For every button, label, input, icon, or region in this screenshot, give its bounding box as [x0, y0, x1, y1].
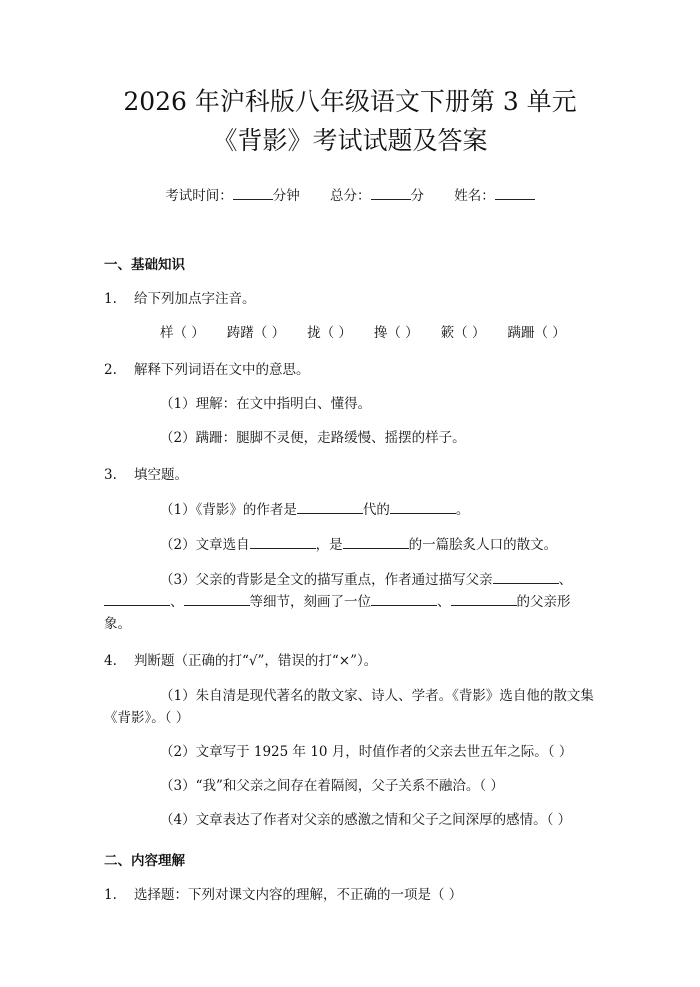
fill-blank[interactable]	[390, 499, 456, 514]
pinyin-item: 样（ ）	[160, 325, 205, 341]
time-blank[interactable]	[233, 185, 273, 200]
sub-item: （2）文章选自 ，是 的一篇脍炙人口的散文。	[104, 534, 596, 556]
sub-item: （1）朱自清是现代著名的散文家、诗人、学者。《背影》选自他的散文集《背影》。（ ）	[104, 688, 594, 726]
section-heading-basics: 一、基础知识	[104, 257, 185, 273]
fill-blank[interactable]	[104, 591, 170, 606]
score-blank[interactable]	[371, 185, 411, 200]
fill-blank[interactable]	[451, 591, 517, 606]
sub-item: （2）蹒跚：腿脚不灵便，走路缓慢、摇摆的样子。	[160, 430, 466, 446]
sub-item: （1）理解：在文中指明白、懂得。	[160, 396, 372, 412]
page-title: 2026 年沪科版八年级语文下册第 3 单元《背影》考试试题及答案	[123, 87, 577, 155]
pinyin-items	[104, 323, 596, 344]
fill-blank[interactable]	[297, 499, 363, 514]
question-4: 4. 判断题（正确的打“√”，错误的打“×”）。	[104, 653, 378, 669]
pinyin-item: 踌躇（ ）	[226, 325, 286, 341]
pinyin-item: 拢（ ）	[307, 325, 352, 341]
exam-name: 姓名：	[454, 188, 535, 204]
pinyin-item: 簌（ ）	[440, 325, 486, 341]
exam-score: 总分： 分	[330, 188, 424, 204]
question-2: 2. 解释下列词语在文中的意思。	[104, 362, 310, 378]
name-blank[interactable]	[495, 185, 535, 200]
fill-blank[interactable]	[184, 591, 250, 606]
fill-blank[interactable]	[371, 591, 437, 606]
sub-item: （2）文章写于 1925 年 10 月，时值作者的父亲去世五年之际。（ ）	[160, 744, 573, 760]
pinyin-item: 蹒跚（ ）	[507, 325, 566, 341]
sub-item: （3）“我”和父亲之间存在着隔阂，父子关系不融洽。（ ）	[160, 778, 504, 794]
fill-blank[interactable]	[493, 569, 559, 584]
question-1: 1. 给下列加点字注音。	[104, 291, 256, 307]
sub-item: （1）《背影》的作者是 代的 。	[104, 499, 596, 521]
section-heading-comprehension: 二、内容理解	[104, 853, 185, 869]
sub-item: （4）文章表达了作者对父亲的感激之情和父子之间深厚的感情。（ ）	[160, 812, 572, 828]
exam-info	[104, 184, 596, 204]
fill-blank[interactable]	[250, 534, 316, 549]
exam-page	[0, 82, 700, 987]
pinyin-item: 搀（ ）	[373, 325, 419, 341]
question-5: 1. 选择题：下列对课文内容的理解，不正确的一项是（ ）	[104, 887, 463, 903]
sub-item: （3）父亲的背影是全文的描写重点，作者通过描写父亲 、、 等细节，刻画了一位 、 的父亲形象。	[104, 569, 596, 635]
question-3: 3. 填空题。	[104, 467, 188, 483]
fill-blank[interactable]	[343, 534, 409, 549]
exam-time: 考试时间： 分钟	[165, 188, 300, 204]
